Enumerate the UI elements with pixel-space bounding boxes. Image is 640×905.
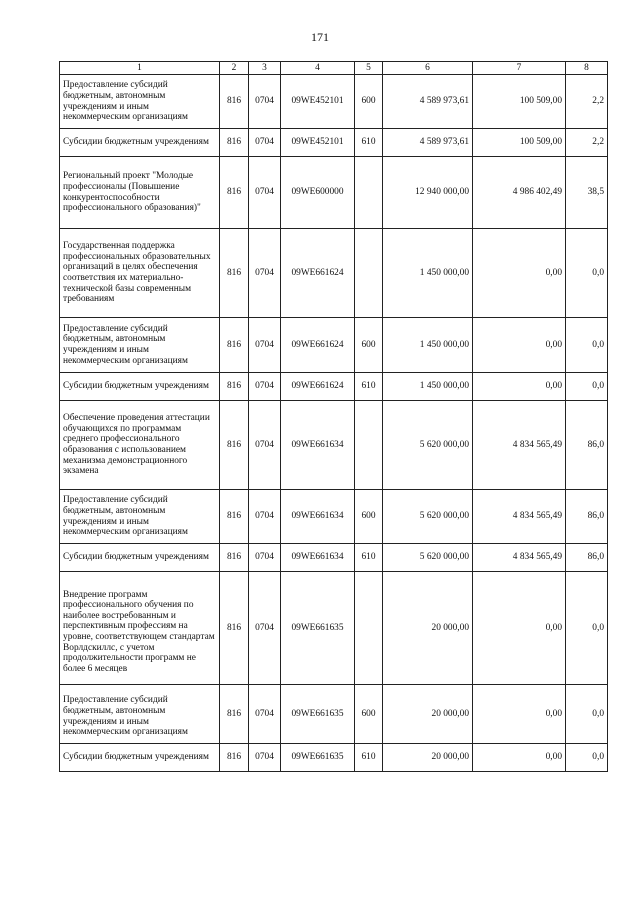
expense-type-cell: 610 (355, 373, 383, 401)
header-row (60, 62, 608, 75)
fact-amount-cell: 4 834 565,49 (473, 544, 566, 572)
target-code-cell: 09WE661624 (281, 318, 355, 373)
section-cell: 0704 (249, 229, 281, 318)
section-cell: 0704 (249, 75, 281, 129)
grbs-cell: 816 (220, 744, 249, 772)
expense-type-cell: 600 (355, 318, 383, 373)
fact-amount-cell: 0,00 (473, 685, 566, 744)
row-name-cell: Субсидии бюджетным учреждениям (60, 744, 220, 772)
target-code-cell: 09WE661635 (281, 744, 355, 772)
column-header: 2 (220, 62, 249, 75)
percent-cell: 0,0 (566, 373, 608, 401)
plan-amount-cell: 20 000,00 (383, 572, 473, 685)
section-cell: 0704 (249, 572, 281, 685)
target-code-cell: 09WE452101 (281, 129, 355, 157)
target-code-cell: 09WE661635 (281, 572, 355, 685)
target-code-cell: 09WE661624 (281, 373, 355, 401)
percent-cell: 0,0 (566, 744, 608, 772)
row-name-cell: Субсидии бюджетным учреждениям (60, 544, 220, 572)
plan-amount-cell: 1 450 000,00 (383, 373, 473, 401)
target-code-cell: 09WE661634 (281, 490, 355, 544)
section-cell: 0704 (249, 744, 281, 772)
table-row (60, 401, 608, 490)
section-cell: 0704 (249, 318, 281, 373)
table-row (60, 318, 608, 373)
expense-type-cell: 610 (355, 544, 383, 572)
column-header: 5 (355, 62, 383, 75)
expense-type-cell: 610 (355, 129, 383, 157)
table-row (60, 373, 608, 401)
section-cell: 0704 (249, 685, 281, 744)
expense-type-cell: 600 (355, 685, 383, 744)
percent-cell: 0,0 (566, 318, 608, 373)
page-number: 171 (311, 30, 329, 44)
target-code-cell: 09WE661634 (281, 401, 355, 490)
row-name-cell: Предоставление субсидий бюджетным, автономным учреждениям и иным некоммерческим организациям (60, 490, 220, 544)
row-name-cell: Субсидии бюджетным учреждениям (60, 129, 220, 157)
grbs-cell: 816 (220, 544, 249, 572)
expense-type-cell (355, 401, 383, 490)
grbs-cell: 816 (220, 75, 249, 129)
column-header: 7 (473, 62, 566, 75)
plan-amount-cell: 1 450 000,00 (383, 229, 473, 318)
target-code-cell: 09WE661634 (281, 544, 355, 572)
percent-cell: 2,2 (566, 75, 608, 129)
grbs-cell: 816 (220, 685, 249, 744)
percent-cell: 38,5 (566, 157, 608, 229)
column-header: 8 (566, 62, 608, 75)
table-row (60, 572, 608, 685)
fact-amount-cell: 0,00 (473, 373, 566, 401)
column-header: 6 (383, 62, 473, 75)
grbs-cell: 816 (220, 490, 249, 544)
expense-type-cell (355, 229, 383, 318)
table-row (60, 490, 608, 544)
plan-amount-cell: 5 620 000,00 (383, 490, 473, 544)
percent-cell: 86,0 (566, 544, 608, 572)
plan-amount-cell: 4 589 973,61 (383, 75, 473, 129)
percent-cell: 0,0 (566, 572, 608, 685)
plan-amount-cell: 20 000,00 (383, 685, 473, 744)
table-row (60, 129, 608, 157)
expense-type-cell: 600 (355, 75, 383, 129)
section-cell: 0704 (249, 544, 281, 572)
section-cell: 0704 (249, 401, 281, 490)
fact-amount-cell: 100 509,00 (473, 129, 566, 157)
table-row (60, 157, 608, 229)
section-cell: 0704 (249, 129, 281, 157)
plan-amount-cell: 20 000,00 (383, 744, 473, 772)
plan-amount-cell: 12 940 000,00 (383, 157, 473, 229)
grbs-cell: 816 (220, 129, 249, 157)
expense-type-cell: 610 (355, 744, 383, 772)
row-name-cell: Субсидии бюджетным учреждениям (60, 373, 220, 401)
grbs-cell: 816 (220, 572, 249, 685)
row-name-cell: Предоставление субсидий бюджетным, автономным учреждениям и иным некоммерческим организациям (60, 75, 220, 129)
grbs-cell: 816 (220, 229, 249, 318)
target-code-cell: 09WE452101 (281, 75, 355, 129)
percent-cell: 2,2 (566, 129, 608, 157)
expense-type-cell (355, 157, 383, 229)
column-header: 4 (281, 62, 355, 75)
row-name-cell: Внедрение программ профессионального обучения по наиболее востребованным и перспективным профессиям на уровне, соответствующем стандартам Ворлдскиллс, с учетом продолжительности программ не более 6 месяцев (60, 572, 220, 685)
fact-amount-cell: 0,00 (473, 318, 566, 373)
table-row (60, 544, 608, 572)
table-row (60, 229, 608, 318)
fact-amount-cell: 4 986 402,49 (473, 157, 566, 229)
budget-table (59, 61, 608, 772)
percent-cell: 0,0 (566, 685, 608, 744)
row-name-cell: Государственная поддержка профессиональных образовательных организаций в целях обеспечения соответствия их материально-технической базы современным требованиям (60, 229, 220, 318)
fact-amount-cell: 4 834 565,49 (473, 401, 566, 490)
percent-cell: 86,0 (566, 401, 608, 490)
percent-cell: 86,0 (566, 490, 608, 544)
target-code-cell: 09WE600000 (281, 157, 355, 229)
plan-amount-cell: 5 620 000,00 (383, 401, 473, 490)
section-cell: 0704 (249, 157, 281, 229)
fact-amount-cell: 4 834 565,49 (473, 490, 566, 544)
table-row (60, 744, 608, 772)
table-row (60, 75, 608, 129)
row-name-cell: Предоставление субсидий бюджетным, автономным учреждениям и иным некоммерческим организациям (60, 685, 220, 744)
row-name-cell: Обеспечение проведения аттестации обучающихся по программам среднего профессионального образования с использованием механизма демонстрационного экзамена (60, 401, 220, 490)
column-header: 3 (249, 62, 281, 75)
grbs-cell: 816 (220, 157, 249, 229)
grbs-cell: 816 (220, 318, 249, 373)
section-cell: 0704 (249, 490, 281, 544)
fact-amount-cell: 0,00 (473, 572, 566, 685)
percent-cell: 0,0 (566, 229, 608, 318)
plan-amount-cell: 4 589 973,61 (383, 129, 473, 157)
target-code-cell: 09WE661624 (281, 229, 355, 318)
column-header: 1 (60, 62, 220, 75)
section-cell: 0704 (249, 373, 281, 401)
grbs-cell: 816 (220, 373, 249, 401)
expense-type-cell: 600 (355, 490, 383, 544)
grbs-cell: 816 (220, 401, 249, 490)
fact-amount-cell: 0,00 (473, 744, 566, 772)
row-name-cell: Предоставление субсидий бюджетным, автономным учреждениям и иным некоммерческим организациям (60, 318, 220, 373)
plan-amount-cell: 5 620 000,00 (383, 544, 473, 572)
table-row (60, 685, 608, 744)
fact-amount-cell: 0,00 (473, 229, 566, 318)
row-name-cell: Региональный проект "Молодые профессионалы (Повышение конкурентоспособности профессионального образования)" (60, 157, 220, 229)
plan-amount-cell: 1 450 000,00 (383, 318, 473, 373)
target-code-cell: 09WE661635 (281, 685, 355, 744)
fact-amount-cell: 100 509,00 (473, 75, 566, 129)
expense-type-cell (355, 572, 383, 685)
